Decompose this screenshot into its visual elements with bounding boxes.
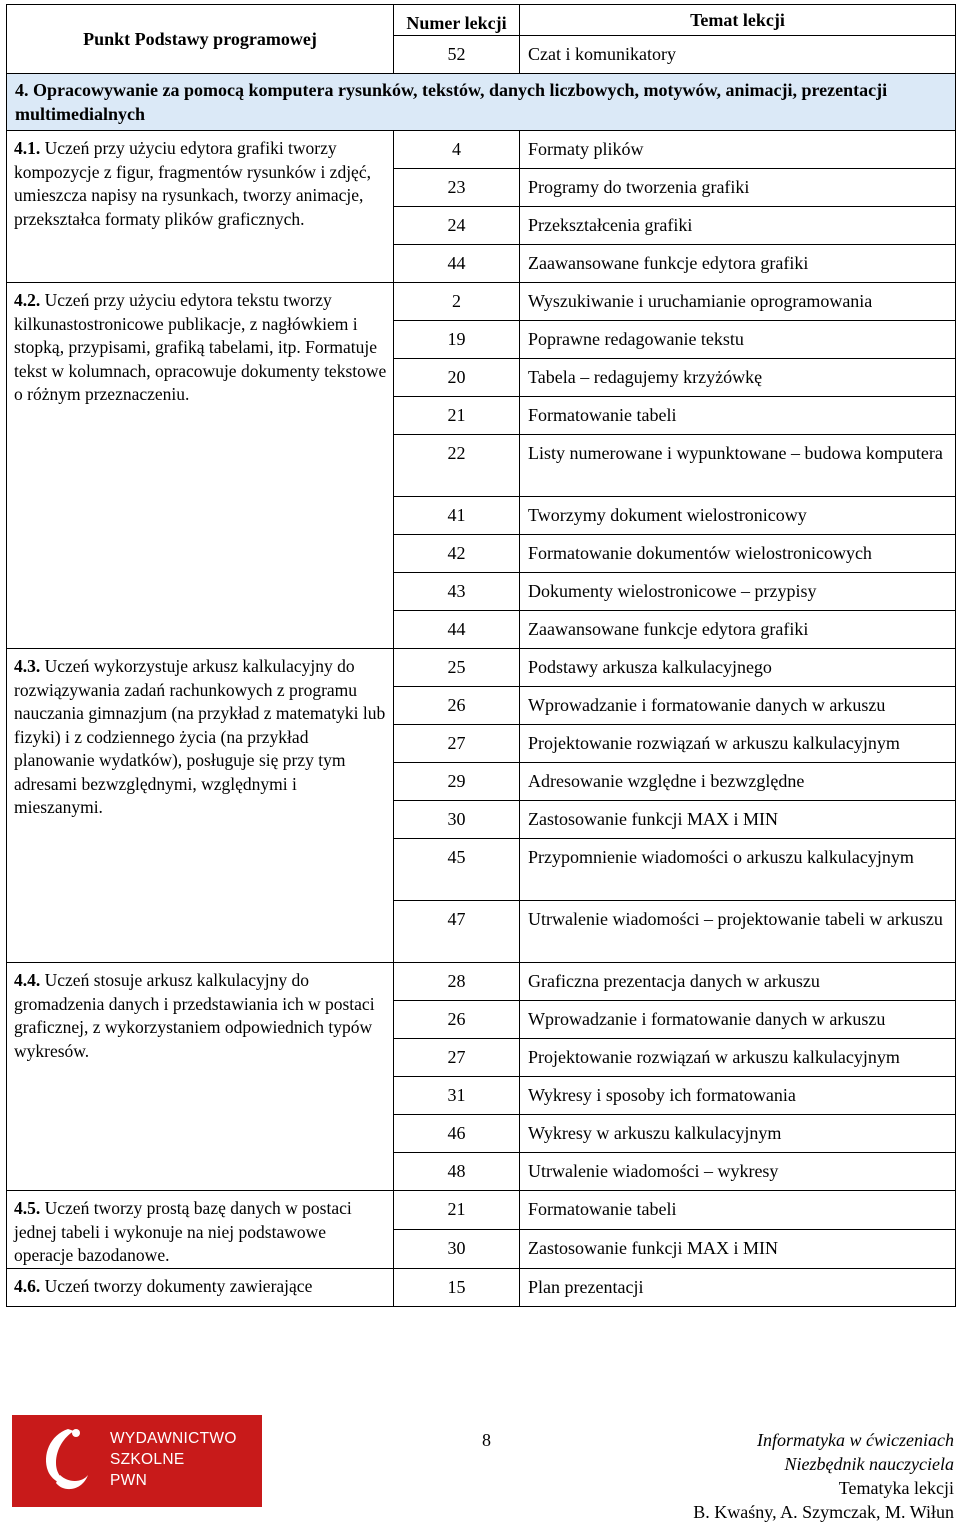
lesson-topic: Wyszukiwanie i uruchamianie oprogramowania — [520, 283, 956, 321]
lesson-topic: Graficzna prezentacja danych w arkuszu — [520, 963, 956, 1001]
lesson-topic: Utrwalenie wiadomości – projektowanie tabeli w arkuszu — [520, 901, 956, 963]
logo-line-2: SZKOLNE — [110, 1451, 185, 1468]
lesson-topic: Formatowanie tabeli — [520, 397, 956, 435]
lesson-number: 30 — [394, 1229, 520, 1268]
section-row — [7, 74, 956, 131]
table-header-row — [7, 5, 956, 36]
table-row — [7, 1268, 956, 1306]
lesson-number: 31 — [394, 1077, 520, 1115]
lesson-number: 2 — [394, 283, 520, 321]
lesson-topic: Przekształcenia grafiki — [520, 207, 956, 245]
lesson-number: 42 — [394, 535, 520, 573]
curriculum-point-text: Uczeń tworzy prostą bazę danych w postaci jednej tabeli i wykonuje na niej podstawowe operacje bazodanowe. — [14, 1198, 352, 1265]
table-row — [7, 963, 956, 1001]
lesson-topic: Formatowanie dokumentów wielostronicowych — [520, 535, 956, 573]
curriculum-point-code: 4.5. — [14, 1198, 41, 1218]
lesson-number: 30 — [394, 801, 520, 839]
curriculum-point — [7, 1268, 394, 1306]
lesson-number: 21 — [394, 397, 520, 435]
document-title: Tematyka lekcji — [838, 1478, 954, 1498]
lesson-number: 27 — [394, 1039, 520, 1077]
curriculum-point — [7, 963, 394, 1191]
curriculum-point — [7, 131, 394, 283]
lesson-topic: Programy do tworzenia grafiki — [520, 169, 956, 207]
lesson-number: 26 — [394, 687, 520, 725]
lesson-topic: Listy numerowane i wypunktowane – budowa komputera — [520, 435, 956, 497]
lesson-topic: Zastosowanie funkcji MAX i MIN — [520, 1229, 956, 1268]
lesson-topic: Adresowanie względne i bezwzględne — [520, 763, 956, 801]
lesson-number: 21 — [394, 1191, 520, 1230]
lesson-number: 15 — [394, 1268, 520, 1306]
curriculum-point — [7, 283, 394, 649]
curriculum-point-text: Uczeń stosuje arkusz kalkulacyjny do gromadzenia danych i przedstawiania ich w postaci graficznej, z wykorzystaniem odpowiednich typów wykresów. — [14, 970, 375, 1061]
lesson-number: 29 — [394, 763, 520, 801]
lesson-topic: Poprawne redagowanie tekstu — [520, 321, 956, 359]
lesson-topic: Formatowanie tabeli — [520, 1191, 956, 1230]
table-row — [7, 131, 956, 169]
logo-line-3: PWN — [110, 1472, 148, 1489]
curriculum-point-text: Uczeń wykorzystuje arkusz kalkulacyjny do rozwiązywania zadań rachunkowych z programu nauczania gimnazjum (na przykład z matematyki lub fizyki) i z codziennego życia (na przykład planowanie wydatków), posługuje się przy tym adresami bezwzględnymi, względnymi i mieszanymi. — [14, 656, 386, 817]
curriculum-point-text: Uczeń przy użyciu edytora tekstu tworzy kilkunastostronicowe publikacje, z nagłówkiem i stopką, przypisami, grafiką tabelami, itp. Formatuje tekst w kolumnach, opracowuje dokumenty tekstowe o różnym przeznaczeniu. — [14, 290, 387, 404]
lesson-topic: Dokumenty wielostronicowe – przypisy — [520, 573, 956, 611]
lesson-number: 41 — [394, 497, 520, 535]
lesson-topic: Wykresy w arkuszu kalkulacyjnym — [520, 1115, 956, 1153]
table-row — [7, 283, 956, 321]
lesson-topic: Plan prezentacji — [520, 1268, 956, 1306]
footer-credits — [693, 1428, 954, 1524]
lesson-number: 27 — [394, 725, 520, 763]
curriculum-point-code: 4.1. — [14, 138, 41, 158]
header-lesson-number: Numer lekcji — [394, 5, 520, 36]
curriculum-point-code: 4.6. — [14, 1275, 41, 1296]
lesson-topic: Utrwalenie wiadomości – wykresy — [520, 1153, 956, 1191]
logo-text — [110, 1428, 237, 1491]
lesson-number: 43 — [394, 573, 520, 611]
section-title: 4. Opracowywanie za pomocą komputera rysunków, tekstów, danych liczbowych, motywów, animacji, prezentacji multimedialnych — [7, 74, 956, 131]
lesson-topic: Wprowadzanie i formatowanie danych w arkuszu — [520, 1001, 956, 1039]
lesson-number: 23 — [394, 169, 520, 207]
lesson-topic: Zastosowanie funkcji MAX i MIN — [520, 801, 956, 839]
lesson-topic: Wprowadzanie i formatowanie danych w arkuszu — [520, 687, 956, 725]
lesson-topic: Formaty plików — [520, 131, 956, 169]
book-title: Informatyka w ćwiczeniach — [757, 1430, 954, 1450]
table-row — [7, 1191, 956, 1230]
lesson-number: 45 — [394, 839, 520, 901]
curriculum-point — [7, 1191, 394, 1269]
curriculum-point-text: Uczeń przy użyciu edytora grafiki tworzy kompozycje z figur, fragmentów rysunków i zdjęć, umieszcza napisy na rysunkach, tworzy animacje, przekształca formaty plików graficznych. — [14, 138, 371, 229]
header-curriculum-point: Punkt Podstawy programowej — [7, 5, 394, 74]
header-lesson-topic: Temat lekcji — [520, 5, 956, 36]
lesson-number: 20 — [394, 359, 520, 397]
lesson-number: 48 — [394, 1153, 520, 1191]
swan-logo-icon — [30, 1425, 92, 1497]
lesson-topic: Zaawansowane funkcje edytora grafiki — [520, 611, 956, 649]
page-number: 8 — [482, 1430, 491, 1450]
lesson-topic: Tworzymy dokument wielostronicowy — [520, 497, 956, 535]
lesson-number: 19 — [394, 321, 520, 359]
lesson-number: 26 — [394, 1001, 520, 1039]
lesson-topic: Wykresy i sposoby ich formatowania — [520, 1077, 956, 1115]
curriculum-point — [7, 649, 394, 963]
lesson-number: 22 — [394, 435, 520, 497]
lesson-topic: Przypomnienie wiadomości o arkuszu kalkulacyjnym — [520, 839, 956, 901]
lesson-number: 28 — [394, 963, 520, 1001]
lesson-topic: Zaawansowane funkcje edytora grafiki — [520, 245, 956, 283]
lesson-number: 24 — [394, 207, 520, 245]
lesson-topic: Projektowanie rozwiązań w arkuszu kalkulacyjnym — [520, 725, 956, 763]
publisher-logo — [12, 1415, 262, 1507]
curriculum-point-code: 4.3. — [14, 656, 41, 676]
curriculum-table — [6, 4, 956, 1307]
lesson-number: 4 — [394, 131, 520, 169]
lesson-topic: Czat i komunikatory — [520, 36, 956, 74]
lesson-topic: Podstawy arkusza kalkulacyjnego — [520, 649, 956, 687]
lesson-number: 44 — [394, 245, 520, 283]
lesson-number: 47 — [394, 901, 520, 963]
logo-line-1: WYDAWNICTWO — [110, 1430, 237, 1447]
lesson-number: 25 — [394, 649, 520, 687]
lesson-topic: Tabela – redagujemy krzyżówkę — [520, 359, 956, 397]
curriculum-point-code: 4.4. — [14, 970, 41, 990]
curriculum-point-code: 4.2. — [14, 290, 41, 310]
book-subtitle: Niezbędnik nauczyciela — [784, 1454, 954, 1474]
lesson-number: 52 — [394, 36, 520, 74]
table-row — [7, 649, 956, 687]
lesson-number: 44 — [394, 611, 520, 649]
authors: B. Kwaśny, A. Szymczak, M. Wiłun — [693, 1502, 954, 1522]
lesson-topic: Projektowanie rozwiązań w arkuszu kalkulacyjnym — [520, 1039, 956, 1077]
lesson-number: 46 — [394, 1115, 520, 1153]
curriculum-point-text: Uczeń tworzy dokumenty zawierające — [44, 1275, 313, 1296]
